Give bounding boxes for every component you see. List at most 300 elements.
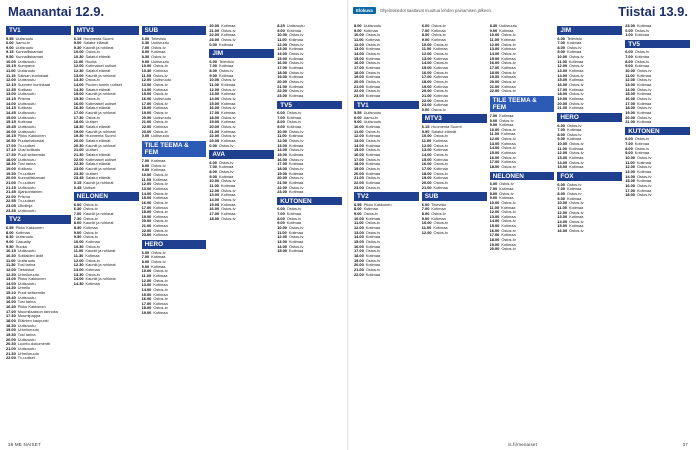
program-title: Kotimaa — [151, 254, 166, 260]
program-title: Ruoka — [15, 243, 27, 249]
program-time: 13.00 — [277, 46, 287, 52]
program-time: 20.30 — [73, 142, 84, 148]
program-time: 20.00 — [6, 175, 16, 181]
program-title: Kotikatu — [17, 105, 32, 111]
program-time: 18.00 — [354, 252, 364, 258]
program-title: Ostos-tv — [288, 184, 304, 190]
program-title: Ostos-tv — [365, 32, 381, 38]
program-time: 10.00 — [557, 141, 568, 147]
program-time: 9.50 — [6, 243, 14, 249]
listing-column — [354, 24, 419, 437]
program-time: 12.00 — [73, 257, 84, 263]
program-title: Kotimaa — [501, 64, 516, 70]
program-time: 23.00 — [141, 128, 152, 134]
program-time: 21.00 — [277, 179, 287, 185]
program-title: Ostos-tv — [501, 227, 516, 233]
program-time: 13.00 — [557, 214, 568, 220]
program-time: 16.00 — [421, 69, 432, 75]
program-time: 11.00 — [421, 137, 432, 143]
program-time: 13.00 — [6, 91, 16, 97]
program-title: Uutisruutu — [17, 58, 36, 64]
program-time: 10.00 — [209, 77, 220, 83]
program-title: Uutisruutu — [363, 110, 382, 115]
program-title: Uusi kotikatu — [17, 147, 41, 153]
program-time: 9.00 — [6, 238, 14, 244]
program-title: Ostos-tv — [501, 164, 516, 170]
program-title: Ostos-tv — [634, 49, 650, 55]
program-title: Kotikatu — [17, 86, 32, 92]
program-time: 15.00 — [557, 164, 568, 170]
program-time: 7.30 — [73, 215, 82, 221]
program-title: Huomenta Suomi — [431, 123, 462, 129]
program-item — [490, 165, 555, 170]
program-title: Kotimaa — [363, 27, 378, 33]
program-title: Ostos-tv — [153, 91, 168, 97]
program-time: 14.00 — [73, 82, 84, 88]
program-title: Ostos-tv — [83, 206, 98, 212]
program-time: 8.00 — [73, 220, 82, 226]
program-time: 14.00 — [489, 145, 500, 151]
program-title: Ostos-tv — [221, 197, 236, 202]
program-title: Kotimaa — [288, 248, 304, 254]
program-time: 20.00 — [354, 262, 364, 268]
program-time: 6.30 — [73, 206, 82, 212]
program-time: 22.00 — [6, 193, 16, 199]
program-title: Ostos-tv — [288, 234, 304, 240]
program-title: Ostos-tv — [566, 44, 582, 50]
left-columns — [6, 24, 342, 437]
program-time: 16.30 — [6, 304, 16, 310]
program-time: 11.00 — [209, 82, 219, 88]
program-title: Ostos-tv — [636, 183, 652, 189]
program-time: 16.00 — [557, 82, 568, 88]
program-time: 17.00 — [277, 64, 287, 70]
program-time: 14.30 — [6, 285, 16, 291]
program-title: Kauniit ja rohkeat — [85, 110, 116, 115]
program-time: 6.00 — [557, 35, 565, 41]
program-title: Ostos-tv — [153, 100, 168, 106]
program-title: Uutiset — [85, 147, 98, 153]
program-title: Kotimaa — [288, 238, 304, 244]
program-title: Uutisruutu — [363, 119, 382, 125]
program-time: 9.30 — [73, 234, 82, 240]
program-title: Puoli seitsemän — [17, 151, 46, 157]
program-title: Ostos-tv — [501, 209, 516, 215]
program-title: Kunnalliskamari — [17, 175, 46, 181]
program-title: Kotimaa — [501, 150, 516, 156]
program-title: Kotimaa — [433, 92, 448, 98]
program-time: 18.00 — [354, 69, 364, 75]
program-item — [422, 108, 487, 113]
program-time: 19.30 — [6, 332, 16, 338]
program-time: 9.15 — [6, 49, 14, 55]
program-time: 17.30 — [6, 151, 16, 157]
program-title: Kotimaa — [85, 238, 100, 244]
program-time: 20.00 — [557, 100, 568, 106]
program-item — [625, 193, 690, 198]
program-title: Ostos-tv — [365, 41, 381, 47]
program-time: 8.00 — [354, 206, 362, 212]
program-title: Uutisruutu — [17, 156, 36, 162]
program-time: 11.00 — [625, 159, 635, 165]
program-title: Kotimaa — [221, 100, 236, 106]
program-time: 8.00 — [557, 131, 565, 137]
program-title: Kauniit ja rohkeat — [85, 142, 116, 148]
program-title: Kotimaa — [153, 310, 168, 316]
program-title: Ostos-tv — [433, 151, 449, 157]
program-time: 19.00 — [141, 110, 152, 115]
program-title: Ostos-tv — [288, 41, 304, 47]
program-time: 21.00 — [354, 266, 364, 272]
program-title: Ostos-tv — [569, 159, 584, 165]
program-time: 19.00 — [421, 175, 432, 181]
listing-column — [277, 24, 342, 437]
program-title: Kotimaa — [286, 123, 302, 129]
program-time: 19.00 — [557, 96, 568, 102]
program-title: Televisio — [566, 35, 582, 41]
program-title: Tosi tarina — [17, 161, 36, 167]
program-time: 21.00 — [6, 179, 16, 185]
program-title: Ostos-tv — [636, 86, 652, 92]
program-time: 18.00 — [489, 237, 500, 243]
program-time: 19.00 — [141, 310, 152, 316]
program-time: 10.00 — [421, 41, 432, 47]
program-time: 23.00 — [209, 137, 220, 143]
program-title: Kotimaa — [501, 140, 516, 146]
program-title: Kotimaa — [433, 74, 448, 80]
program-title: Ostos-tv — [153, 277, 168, 283]
program-time: 9.00 — [421, 215, 430, 221]
program-time: 10.00 — [557, 200, 568, 206]
program-title: Ostos-tv — [433, 41, 449, 47]
program-time: 1.00 — [625, 32, 633, 38]
program-time: 17.00 — [73, 110, 84, 115]
program-title: Ostos-tv — [634, 136, 650, 142]
program-title: Uutisruutu — [17, 110, 36, 115]
program-title: Kotimaa — [17, 119, 33, 125]
program-time: 10.00 — [6, 58, 16, 64]
program-item — [6, 356, 71, 361]
program-title: Kotimaa — [85, 252, 100, 258]
program-title: Ostos-tv — [569, 200, 584, 206]
program-title: Kotimaa — [218, 72, 234, 78]
program-title: Kotimaa — [365, 83, 381, 89]
program-time: 22.00 — [73, 156, 84, 162]
program-title: Kotimaa — [566, 127, 582, 133]
program-time: 19.00 — [421, 83, 432, 89]
program-title: Kotimaa — [153, 213, 168, 219]
program-time: 13.00 — [73, 72, 84, 78]
program-time: 19.00 — [277, 74, 287, 80]
program-time: 16.00 — [73, 100, 84, 106]
program-time: 21.00 — [209, 128, 220, 134]
program-time: 6.00 — [421, 201, 430, 207]
program-time: 21.45 — [6, 189, 16, 195]
program-title: Ostos-tv — [153, 209, 168, 215]
program-title: Kotimaa — [431, 36, 446, 42]
program-time: 23.45 — [73, 175, 84, 181]
program-time: 6.00 — [625, 49, 633, 55]
program-time: 13.00 — [489, 140, 500, 146]
program-time: 10.00 — [209, 178, 220, 184]
program-time: 13.00 — [625, 82, 635, 88]
program-title: Pikku Kakkonen — [15, 224, 44, 230]
program-item — [557, 229, 622, 234]
program-time: 17.00 — [557, 86, 568, 92]
program-time: 8.00 — [209, 169, 217, 175]
program-title: Ostos-tv — [636, 164, 652, 170]
program-title: Ostos-tv — [431, 32, 446, 38]
program-title: Kotimaa — [433, 46, 448, 52]
program-title: Tosi tarina — [17, 262, 36, 268]
channel-header: FOX — [557, 172, 622, 181]
program-title: Puutarhatorstai — [17, 137, 45, 143]
program-title: Kotimaa — [365, 46, 381, 52]
channel-header: MTV3 — [422, 114, 487, 123]
program-time: 11.00 — [209, 183, 219, 189]
channel-header: AVA — [209, 150, 274, 159]
program-title: Kotimaa — [431, 215, 446, 221]
program-time: 18.00 — [6, 156, 16, 162]
program-title: Ostos-tv — [85, 257, 101, 263]
program-title: Ostos-tv — [288, 175, 304, 181]
program-title: Kotimaa — [501, 204, 516, 210]
program-title: Ostos-tv — [85, 49, 101, 55]
program-title: Kotimaa — [569, 214, 584, 220]
program-time: 11.00 — [141, 72, 152, 78]
program-title: Kotimaa — [151, 157, 166, 163]
program-title: Tosi tarina — [17, 299, 36, 305]
program-title: Muumipappa — [17, 313, 41, 319]
program-time: 7.00 — [73, 210, 82, 216]
program-time: 6.00 — [277, 206, 285, 212]
program-item — [422, 231, 487, 236]
program-time: 11.00 — [277, 229, 287, 235]
program-title: Kotimaa — [433, 55, 448, 61]
program-time: 20.00 — [489, 78, 500, 84]
program-time: 15.00 — [209, 100, 220, 106]
program-time: 10.15 — [6, 248, 16, 254]
program-time: 16.00 — [277, 156, 287, 162]
program-title: Ostos-tv — [365, 137, 381, 143]
program-time: 0.00 — [209, 142, 217, 148]
program-title: Kotimaa — [569, 223, 584, 229]
program-time: 12.00 — [209, 86, 220, 92]
program-time: 14.00 — [489, 218, 500, 224]
program-title: Kotimaa — [636, 178, 652, 184]
channel-header: SUB — [142, 26, 207, 35]
footer-page-number — [8, 442, 41, 447]
program-title: Ostos-tv — [433, 133, 449, 139]
program-time: 18.00 — [277, 69, 287, 75]
program-title: Ostos-tv — [569, 150, 584, 156]
program-time: 19.30 — [6, 170, 16, 176]
program-title: Kotimaa — [569, 77, 584, 83]
program-title: Ostos-tv — [221, 114, 236, 120]
program-time: 21.00 — [73, 147, 84, 153]
program-title: Uutiset — [85, 170, 98, 176]
program-time: 14.00 — [489, 50, 500, 56]
program-time: 8.00 — [625, 145, 633, 151]
program-time: 8.30 — [6, 234, 14, 240]
program-time: 17.00 — [421, 74, 432, 80]
program-title: Ostos-tv — [433, 179, 449, 185]
program-title: Kotimaa — [221, 24, 236, 28]
program-time: 15.00 — [489, 55, 500, 61]
program-time: 21.00 — [141, 223, 152, 229]
program-time: 12.00 — [354, 133, 364, 139]
program-title: Ostos-tv — [286, 110, 302, 115]
program-title: Ostos-tv — [501, 126, 516, 132]
program-time: 14.00 — [277, 243, 287, 249]
program-time: 19.00 — [625, 110, 635, 115]
program-time: 7.00 — [557, 186, 565, 192]
program-title: Kotimaa — [153, 300, 168, 306]
program-title: Ostos-tv — [566, 181, 582, 187]
program-time: 9.00 — [141, 263, 150, 269]
program-time: 23.00 — [141, 232, 152, 238]
program-title: Ruoka — [85, 58, 97, 64]
program-time: 12.00 — [625, 77, 635, 83]
program-time: 9.00 — [557, 136, 565, 142]
program-time: 21.00 — [209, 27, 220, 33]
program-title: Ostos-tv — [286, 206, 302, 212]
program-time: 16.00 — [489, 154, 500, 160]
program-title: Kotimaa — [153, 204, 168, 210]
program-title: Kotimaa — [288, 170, 304, 176]
program-time: 15.00 — [141, 291, 152, 297]
program-title: Sotilaiden äidit — [17, 252, 44, 258]
program-time: 18.00 — [489, 164, 500, 170]
program-item — [625, 120, 690, 125]
program-time: 7.00 — [625, 141, 633, 147]
program-time: 22.00 — [277, 88, 287, 94]
right-columns — [354, 24, 690, 437]
program-title: Kotimaa — [288, 46, 304, 52]
program-title: Uutisruutu — [17, 68, 36, 74]
program-title: Kotimaa — [499, 27, 514, 33]
program-time: 0.45 — [73, 184, 82, 190]
footer-page-number: 37 — [682, 442, 688, 447]
program-title: Kauniit ja rohkeat — [85, 248, 116, 254]
program-title: Ostos-tv — [221, 96, 236, 102]
program-time: 16.00 — [6, 299, 16, 305]
program-title: Ostos-tv — [365, 184, 381, 190]
program-title: Ostos-tv — [365, 128, 381, 134]
program-time: 22.00 — [354, 88, 364, 94]
program-time: 18.00 — [209, 114, 220, 120]
program-item — [354, 94, 419, 99]
program-time: 17.00 — [6, 142, 16, 148]
program-title: Kotimaa — [153, 223, 168, 229]
program-time: 13.30 — [73, 271, 84, 277]
program-time: 9.00 — [209, 72, 217, 78]
program-time: 11.00 — [557, 58, 567, 64]
program-time: 17.00 — [354, 248, 364, 254]
program-time: 19.00 — [6, 327, 16, 333]
program-title: Ostos-tv — [501, 218, 516, 224]
program-time: 8.00 — [557, 190, 565, 196]
program-title: Kotimaa — [153, 291, 168, 297]
program-time: 10.00 — [73, 49, 84, 55]
program-time: 9.00 — [277, 27, 285, 33]
program-time: 17.00 — [209, 210, 220, 216]
program-title: Ostos-tv — [153, 190, 168, 196]
program-time: 21.15 — [6, 184, 16, 190]
program-time: 11.30 — [73, 252, 84, 258]
program-title: Kotimaa — [221, 32, 236, 38]
program-time: 10.00 — [277, 32, 287, 38]
program-time: 17.00 — [141, 204, 152, 210]
program-title: Uutisruutu — [17, 184, 36, 190]
program-time: 9.00 — [277, 220, 285, 226]
program-time: 9.00 — [141, 167, 150, 173]
program-title: Ostos-tv — [288, 137, 304, 143]
program-time: 20.00 — [489, 246, 500, 252]
program-title: Uutisruutu — [286, 24, 305, 28]
program-time: 20.00 — [277, 78, 287, 84]
program-time: 20.00 — [141, 218, 152, 224]
program-title: Ostos-tv — [153, 296, 168, 302]
program-title: Kotimaa — [433, 64, 448, 70]
program-title: Uutisruutu — [153, 77, 172, 83]
program-title: Ostos-tv — [569, 63, 584, 69]
program-time: 12.30 — [6, 271, 16, 277]
program-time: 12.00 — [557, 150, 568, 156]
program-time: 23.00 — [73, 165, 84, 171]
program-time: 11.00 — [421, 46, 432, 52]
program-title: Ostos-tv — [151, 44, 166, 50]
listing-column — [74, 24, 139, 437]
program-time: 9.00 — [557, 195, 565, 201]
program-time: 17.00 — [489, 159, 500, 165]
program-title: Uutisruutu — [17, 123, 36, 129]
program-title: Kotimaa — [365, 170, 381, 176]
program-title: Ostos-tv — [365, 165, 381, 171]
program-time: 16.00 — [209, 206, 220, 212]
channel-header: SUB — [422, 192, 487, 201]
program-time: 22.30 — [73, 161, 84, 167]
program-time: 11.00 — [6, 257, 16, 263]
program-title: Urheiluruutu — [17, 271, 39, 277]
program-title: Uutisruutu — [151, 133, 169, 139]
program-title: Kauniit ja rohkeat — [83, 179, 114, 185]
program-time: 14.00 — [209, 96, 220, 102]
program-title: Ostos-tv — [501, 41, 516, 47]
program-title: Kotimaa — [433, 165, 448, 171]
program-title: Televisio — [431, 201, 447, 207]
program-title: Ostos-tv — [501, 237, 516, 243]
program-time: 18.00 — [625, 105, 635, 111]
program-title: Ostos-tv — [365, 229, 381, 235]
program-time: 13.00 — [277, 238, 287, 244]
program-title: Kauniit ja rohkeat — [85, 262, 116, 268]
program-time: 10.00 — [141, 171, 152, 177]
program-title: Ostos-tv — [569, 100, 584, 106]
program-title: Ostos-tv — [569, 82, 584, 88]
program-time: 17.00 — [277, 161, 287, 167]
program-title: Aamu-tv — [363, 114, 379, 120]
program-title: Tietoiskut — [17, 266, 35, 272]
program-time: 7.00 — [141, 254, 150, 260]
program-title: Ostos-tv — [221, 206, 236, 212]
program-title: Ostos-tv — [288, 147, 304, 153]
program-time: 14.00 — [141, 86, 152, 92]
program-title: Ostos-tv — [288, 69, 304, 75]
legend-note: Ohjelmatiedot saattavat muuttua lehden painamisen jälkeen. — [379, 8, 493, 13]
magazine-name: ME NAISET — [14, 442, 41, 447]
listing-column — [209, 24, 274, 437]
